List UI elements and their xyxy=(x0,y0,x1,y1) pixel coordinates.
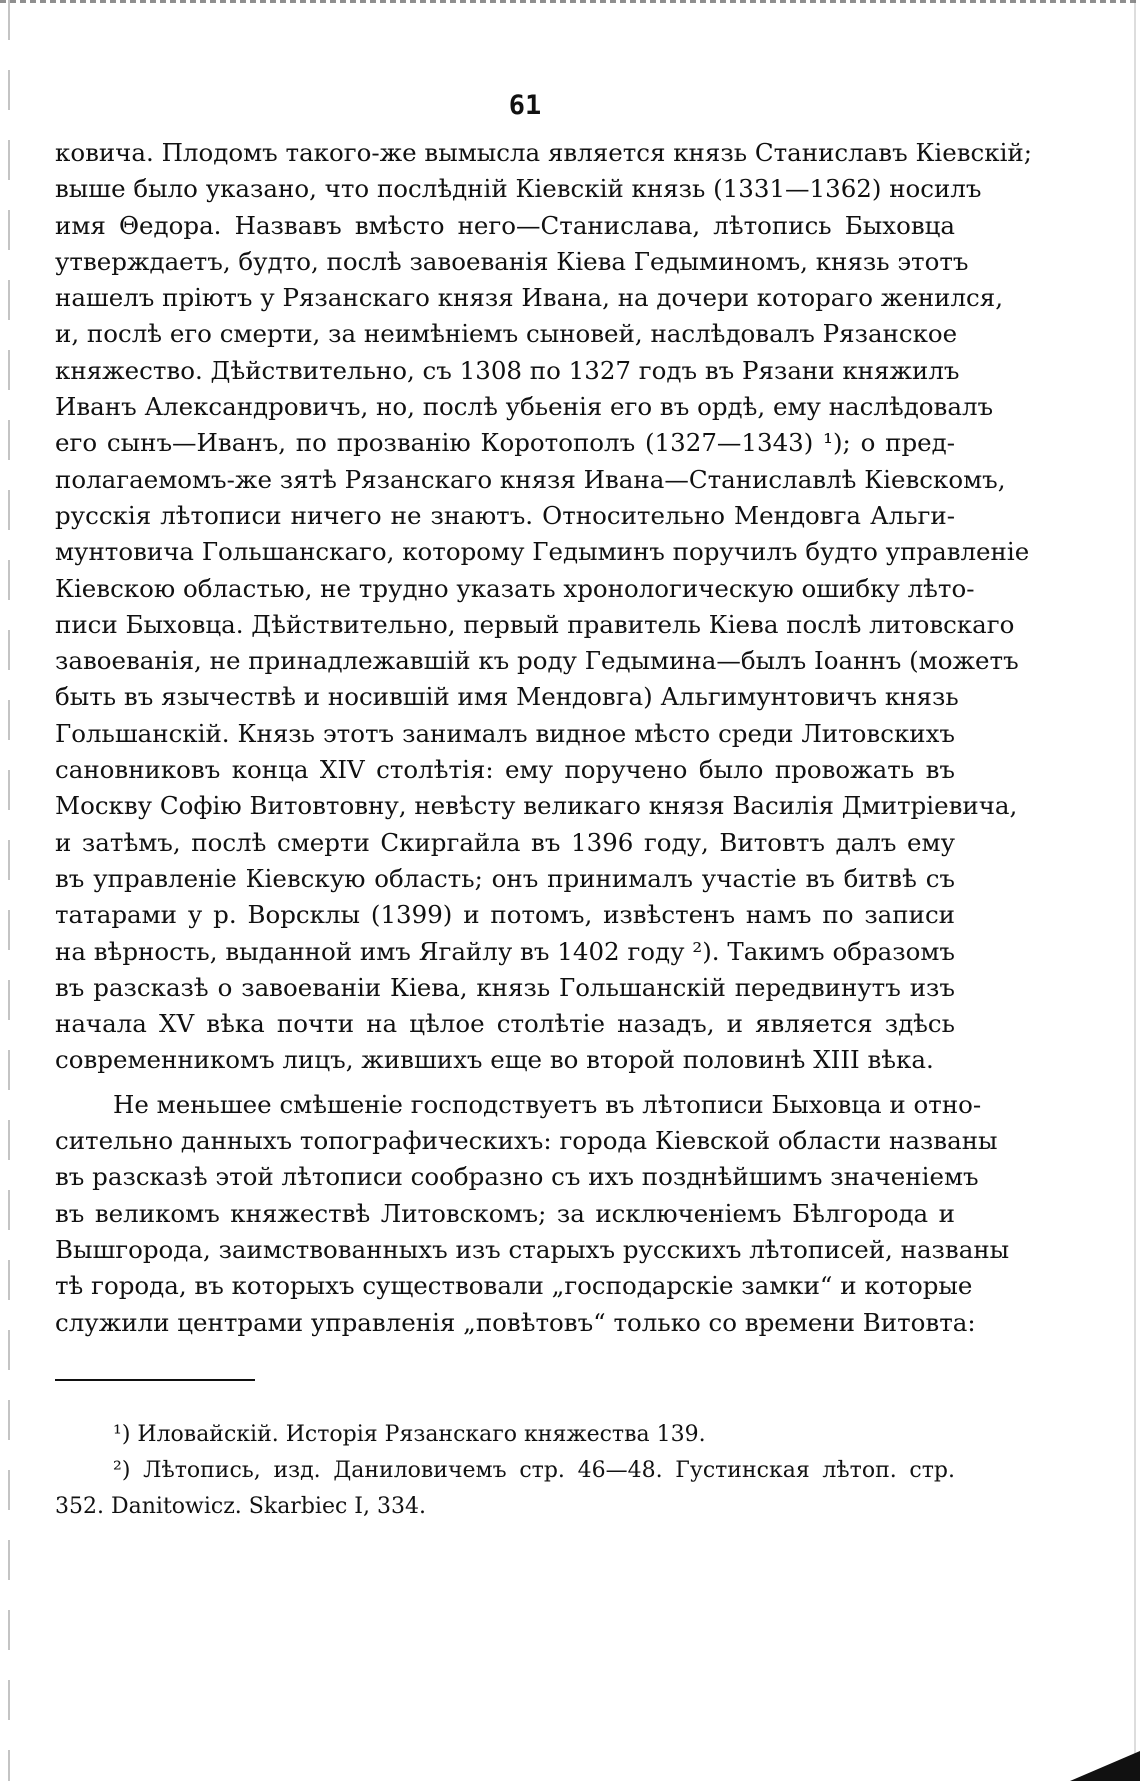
page-number: 61 xyxy=(508,90,542,121)
text-line: его сынъ—Иванъ, по прозванію Коротополъ (1327—1343) ¹); о пред- xyxy=(55,428,955,458)
text-line: Иванъ Александровичъ, но, послѣ убьенія его въ ордѣ, ему наслѣдовалъ xyxy=(55,392,994,422)
scan-edge-top xyxy=(0,0,1140,3)
text-line: Гольшанскій. Князь этотъ занималъ видное мѣсто среди Литовскихъ xyxy=(55,718,955,748)
scan-edge-right xyxy=(1134,0,1136,1781)
text-line: на вѣрность, выданной имъ Ягайлу въ 1402 году ²). Такимъ образомъ xyxy=(55,936,955,966)
text-line: Москву Софію Витовтовну, невѣсту великаго князя Василія Дмитріевича, xyxy=(55,791,1018,821)
text-line: мунтовича Гольшанскаго, которому Гедыминъ поручилъ будто управленіе xyxy=(55,537,1030,567)
text-line: и затѣмъ, послѣ смерти Скиргайла въ 1396 году, Витовтъ далъ ему xyxy=(55,827,955,857)
text-line: въ управленіе Кіевскую область; онъ принималъ участіе въ битвѣ съ xyxy=(55,863,955,893)
text-line: сительно данныхъ топографическихъ: города Кіевской области названы xyxy=(55,1126,998,1156)
paragraph-gap xyxy=(55,1079,955,1087)
text-line: въ разсказѣ о завоеваніи Кіева, князь Гольшанскій передвинутъ изъ xyxy=(55,972,955,1002)
text-line: въ разсказѣ этой лѣтописи сообразно съ ихъ позднѣйшимъ значеніемъ xyxy=(55,1162,979,1192)
text-line: сановниковъ конца XIV столѣтія: ему поручено было провожать въ xyxy=(55,755,955,785)
text-line: утверждаетъ, будто, послѣ завоеванія Кіева Гедыминомъ, князь этотъ xyxy=(55,246,969,276)
text-line: татарами у р. Ворсклы (1399) и потомъ, извѣстенъ намъ по записи xyxy=(55,900,955,930)
footnote-2-line-2: 352. Danitowicz. Skarbiec I, 334. xyxy=(55,1493,426,1519)
footnote-divider xyxy=(55,1379,255,1381)
text-line: нашелъ пріютъ у Рязанскаго князя Ивана, на дочери котораго женился, xyxy=(55,283,1004,313)
footnote-1: ¹) Иловайскій. Исторія Рязанскаго княжества 139. xyxy=(113,1421,706,1447)
footnote-2-line-1: ²) Лѣтопись, изд. Даниловичемъ стр. 46—48. Густинская лѣтоп. стр. xyxy=(113,1457,955,1483)
text-line: выше было указано, что послѣдній Кіевскій князь (1331—1362) носилъ xyxy=(55,174,982,204)
text-line: современникомъ лицъ, жившихъ еще во второй половинѣ XIII вѣка. xyxy=(55,1045,934,1075)
text-line: служили центрами управленія „повѣтовъ“ только со времени Витовта: xyxy=(55,1307,976,1337)
paragraph-2 xyxy=(55,1087,1010,1341)
text-line: Кіевскою областью, не трудно указать хронологическую ошибку лѣто- xyxy=(55,573,975,603)
text-line: завоеванія, не принадлежавшій къ роду Гедымина—былъ Іоаннъ (можетъ xyxy=(55,646,1019,676)
text-line: тѣ города, въ которыхъ существовали „господарскіе замки“ и которые xyxy=(55,1271,973,1301)
text-line: Не меньшее смѣшеніе господствуетъ въ лѣтописи Быховца и отно- xyxy=(113,1089,982,1119)
text-line: писи Быховца. Дѣйствительно, первый правитель Кіева послѣ литовскаго xyxy=(55,609,1015,639)
text-line: въ великомъ княжествѣ Литовскомъ; за исключеніемъ Бѣлгорода и xyxy=(55,1198,955,1228)
scan-corner-smudge xyxy=(1070,1751,1140,1781)
footnotes xyxy=(55,1417,955,1525)
book-page xyxy=(55,90,1032,1525)
paragraph-1 xyxy=(55,135,1032,1079)
scan-edge-left xyxy=(8,0,10,1781)
text-line: начала XV вѣка почти на цѣлое столѣтіе назадъ, и является здѣсь xyxy=(55,1009,955,1039)
text-line: имя Θедора. Назвавъ вмѣсто него—Станислава, лѣтопись Быховца xyxy=(55,210,955,240)
text-line: Вышгорода, заимствованныхъ изъ старыхъ русскихъ лѣтописей, названы xyxy=(55,1234,1010,1264)
text-line: ковича. Плодомъ такого-же вымысла является князь Станиславъ Кіевскій; xyxy=(55,138,1032,167)
text-line: быть въ язычествѣ и носившій имя Мендовга) Альгимунтовичъ князь xyxy=(55,682,959,712)
text-line: княжество. Дѣйствительно, съ 1308 по 1327 годъ въ Рязани княжилъ xyxy=(55,355,960,385)
text-line: полагаемомъ-же зятѣ Рязанскаго князя Ивана—Станиславлѣ Кіевскомъ, xyxy=(55,464,1006,494)
text-line: русскія лѣтописи ничего не знаютъ. Относительно Мендовга Альги- xyxy=(55,500,955,530)
text-line: и, послѣ его смерти, за неимѣніемъ сыновей, наслѣдовалъ Рязанское xyxy=(55,319,958,349)
